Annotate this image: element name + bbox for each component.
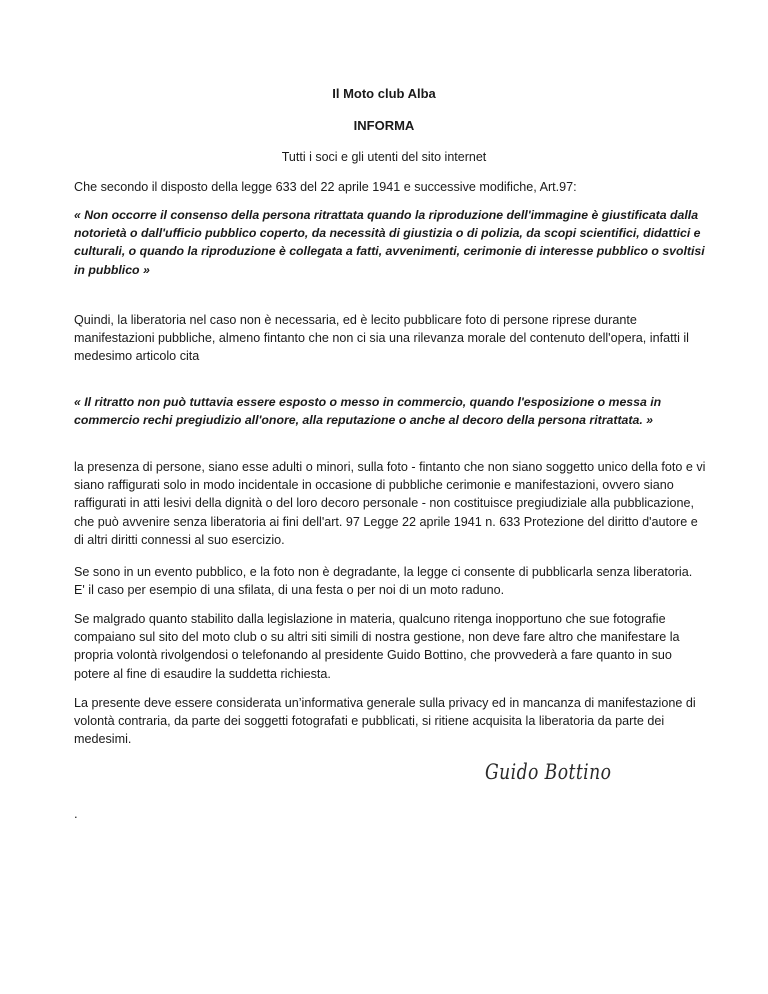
informa-heading: INFORMA [353, 118, 415, 133]
paragraph-richiesta-rimozione: Se malgrado quanto stabilito dalla legislazione in materia, qualcuno ritenga inopportuno che sue fotografie compaiano sul sito del moto club o su altri siti simili di nostra gestione, non deve fare altro che manifestare la propria volontà rivolgendosi o telefonando al presidente Guido Bottino, che provvederà a fare quanto in suo potere al fine di esaudire la suddetta richiesta. [74, 612, 680, 681]
law-quote-2: « Il ritratto non può tuttavia essere esposto o messo in commercio, quando l'esposizione o messa in commercio rechi pregiudizio all'onore, alla reputazione o anche al decoro della persona ritrattata. » [74, 395, 662, 428]
paragraph-presenza-persone: la presenza di persone, siano esse adulti o minori, sulla foto - fintanto che non siano soggetto unico della foto e vi siano raffigurati solo in modo incidentale in occasione di pubbliche cerimonie e manifestazioni, ovvero siano raffigurati in atti lesivi della dignità o del loro decoro personale - non costituisce pregiudiziale alla pubblicazione, che può avvenire senza liberatoria ai fini dell'art. 97 Legge 22 aprile 1941 n. 633 Protezione del diritto d'autore e di altri diritti connessi al suo esercizio. [74, 460, 706, 547]
paragraph-evento-pubblico: Se sono in un evento pubblico, e la foto non è degradante, la legge ci consente di pubblicarla senza liberatoria. E' il caso per esempio di una sfilata, di una festa o per noi di un moto raduno. [74, 565, 693, 598]
club-title: Il Moto club Alba [332, 86, 436, 101]
paragraph-informativa-privacy: La presente deve essere considerata un’informativa generale sulla privacy ed in mancanza di manifestazione di volontà contraria, da parte dei soggetti fotografati e pubblicati, si ritiene acquisita la liberatoria da parte dei medesimi. [74, 696, 696, 747]
audience-subtitle: Tutti i soci e gli utenti del sito internet [281, 150, 487, 164]
law-quote-1: « Non occorre il consenso della persona ritrattata quando la riproduzione dell'immagine è giustificata dalla notorietà o dall'ufficio pubblico coperto, da necessità di giustizia o di polizia, da scopi scientifici, didattici e culturali, o quando la riproduzione è collegata a fatti, avvenimenti, cerimonie di interesse pubblico o svoltisi in pubblico » [74, 208, 705, 277]
trailing-mark: . [74, 806, 78, 821]
paragraph-liberatoria: Quindi, la liberatoria nel caso non è necessaria, ed è lecito pubblicare foto di persone riprese durante manifestazioni pubbliche, almeno fintanto che non ci sia una rilevanza morale del contenuto dell'opera, infatti il medesimo articolo cita [74, 313, 689, 364]
intro-paragraph: Che secondo il disposto della legge 633 del 22 aprile 1941 e successive modifiche, Art.97: [74, 180, 577, 194]
signature: Guido Bottino [485, 760, 612, 784]
